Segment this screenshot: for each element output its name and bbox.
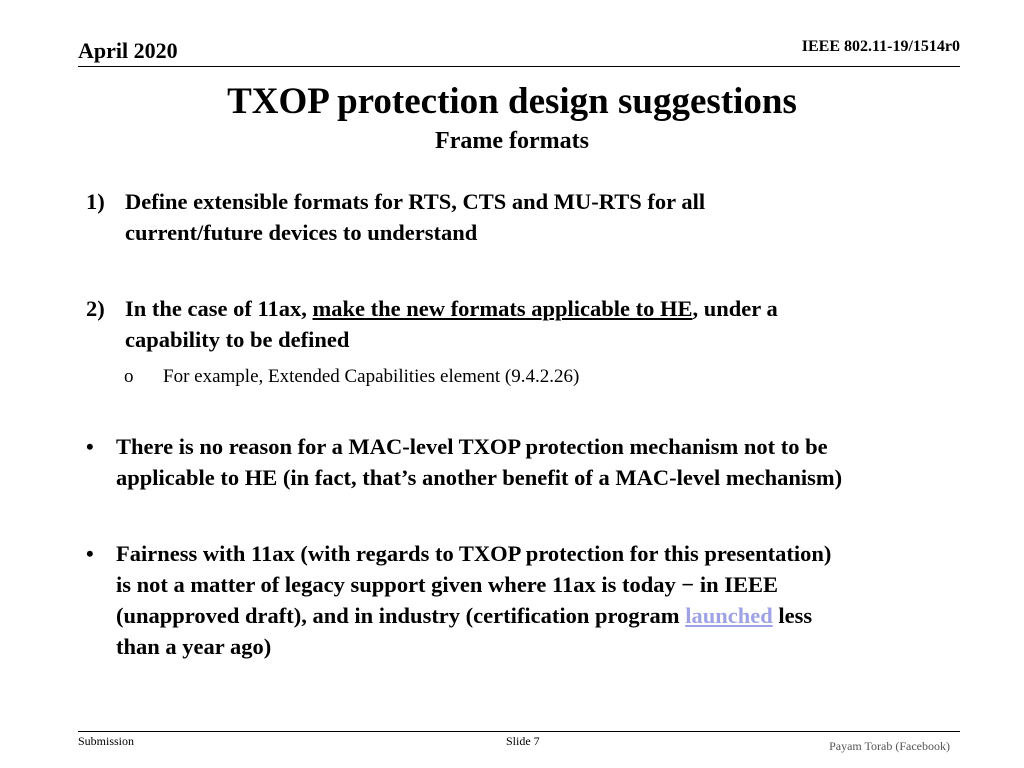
text-segment: In the case of 11ax, — [125, 296, 313, 321]
launched-link[interactable]: launched — [685, 603, 773, 628]
bullet-marker: • — [86, 541, 94, 566]
text-segment: (unapproved draft), and in industry (certification program — [116, 603, 686, 628]
list-item-text-line — [125, 293, 778, 324]
header-date: April 2020 — [78, 38, 178, 63]
footer-submission: Submission — [78, 734, 135, 748]
list-item-text-line: capability to be defined — [125, 327, 350, 352]
text-segment: , under a — [692, 296, 778, 321]
sub-bullet-marker: o — [124, 366, 134, 387]
bullet-marker: • — [86, 434, 94, 459]
bullet-item-1 — [0, 431, 1024, 493]
bullet-text-line — [116, 600, 812, 631]
footer-divider — [78, 731, 960, 732]
bullet-text-line: than a year ago) — [116, 634, 272, 659]
bullet-item-2 — [0, 538, 1024, 662]
slide-title: TXOP protection design suggestions — [227, 81, 797, 122]
list-item-2 — [0, 293, 1024, 393]
bullet-text-line: applicable to HE (in fact, that’s another benefit of a MAC-level mechanism) — [116, 465, 843, 490]
list-item-number: 2) — [86, 296, 105, 321]
underlined-phrase: make the new formats applicable to HE — [312, 296, 693, 321]
footer-author: Payam Torab (Facebook) — [829, 739, 950, 753]
sub-bullet-text: For example, Extended Capabilities element (9.4.2.26) — [163, 366, 580, 387]
header-document-id: IEEE 802.11-19/1514r0 — [801, 38, 960, 55]
footer-slide-number: Slide 7 — [506, 734, 540, 748]
bullet-text-line: There is no reason for a MAC-level TXOP protection mechanism not to be — [116, 434, 828, 459]
list-item-text-line: Define extensible formats for RTS, CTS and MU-RTS for all — [125, 189, 706, 214]
slide-subtitle: Frame formats — [435, 128, 589, 154]
bullet-text-line: Fairness with 11ax (with regards to TXOP protection for this presentation) — [116, 541, 832, 566]
bullet-text-line: is not a matter of legacy support given where 11ax is today − in IEEE — [116, 572, 779, 597]
list-item-1 — [0, 186, 1024, 248]
header-divider — [78, 66, 960, 67]
list-item-number: 1) — [86, 189, 105, 214]
list-item-text-line: current/future devices to understand — [125, 220, 478, 245]
text-segment: less — [772, 603, 813, 628]
